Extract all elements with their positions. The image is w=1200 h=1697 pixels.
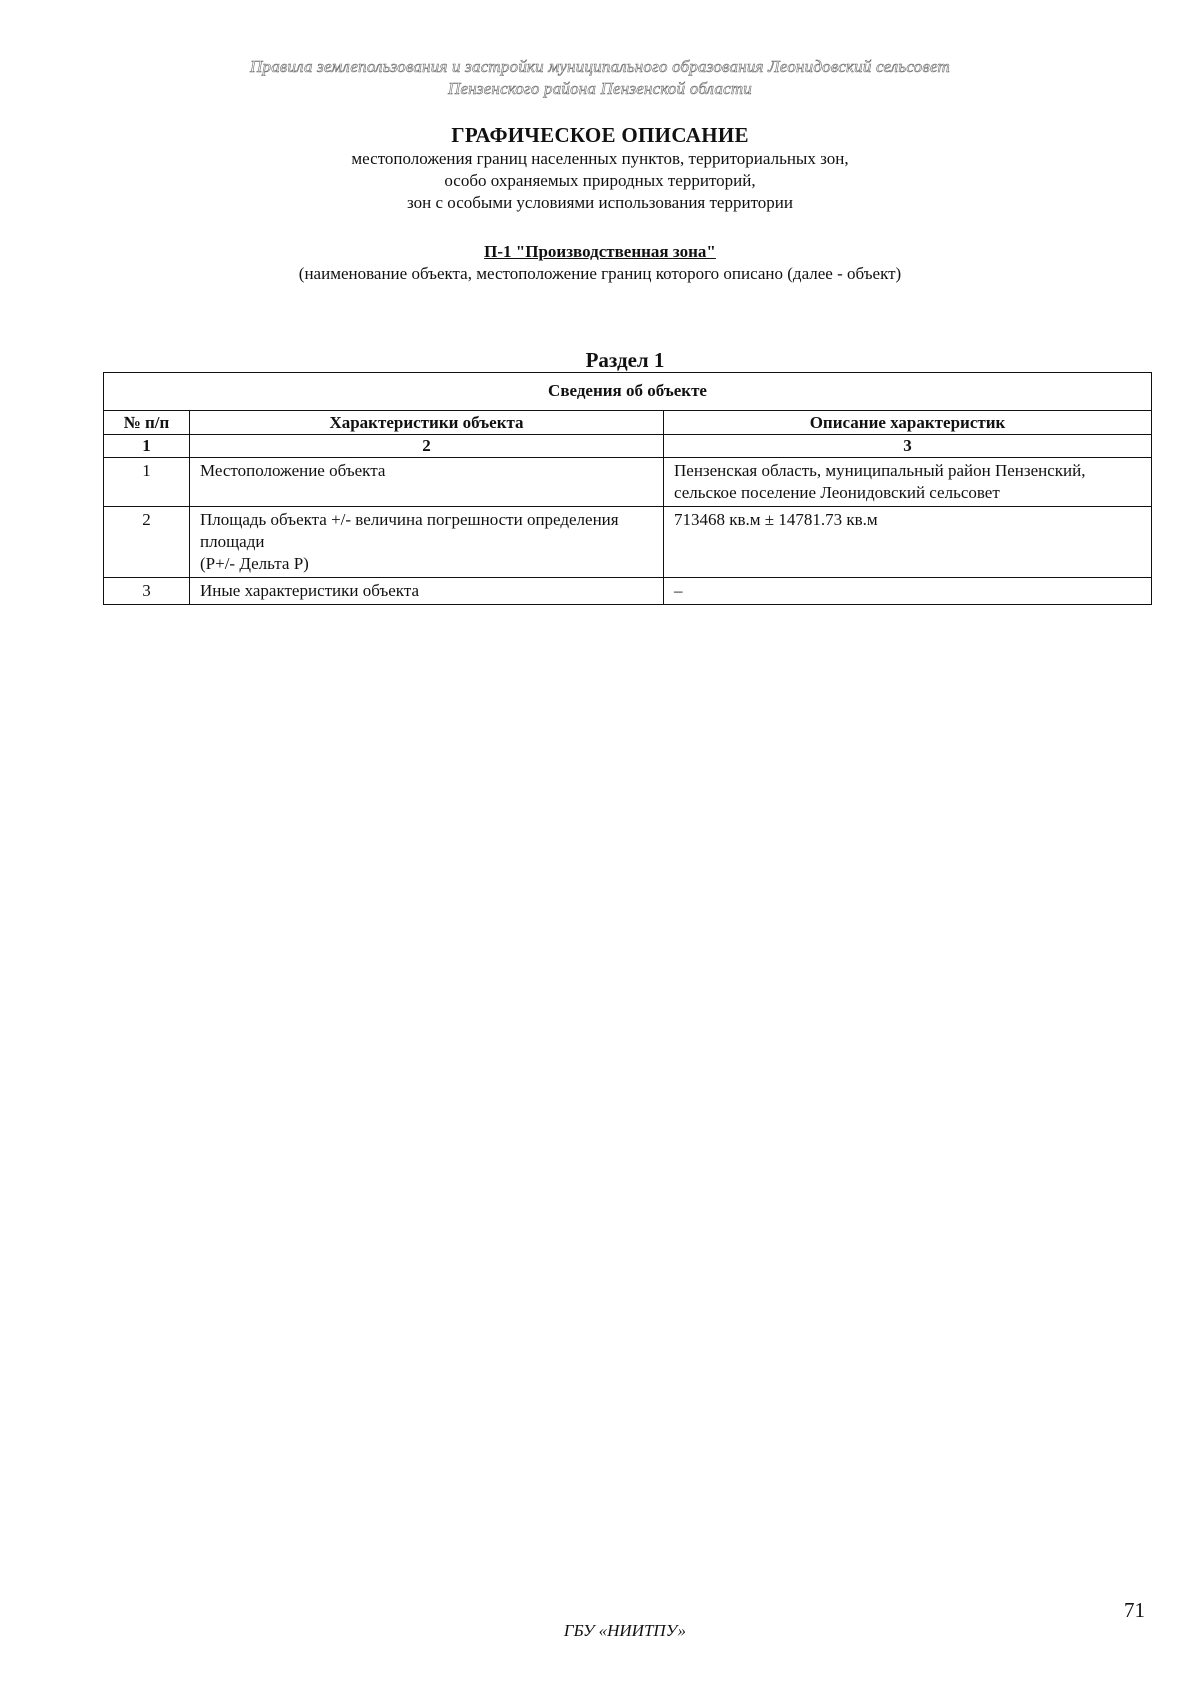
row-description: 713468 кв.м ± 14781.73 кв.м [664,507,1152,578]
row-description: Пензенская область, муниципальный район Пензенский, сельское поселение Леонидовский сельсовет [664,458,1152,507]
column-header-description: Описание характеристик [664,411,1152,435]
row-number: 1 [104,458,190,507]
running-header-line-1: Правила землепользования и застройки муниципального образования Леонидовский сельсовет [250,57,950,76]
row-characteristic: Площадь объекта +/- величина погрешности определения площади (P+/- Дельта P) [190,507,664,578]
column-number-3: 3 [664,435,1152,458]
column-numbers-row [104,435,1152,458]
column-number-1: 1 [104,435,190,458]
table-row [104,507,1152,578]
row-description: – [664,578,1152,605]
document-title-block [0,122,1200,214]
document-subtitle-line-1: местоположения границ населенных пунктов, территориальных зон, [351,149,849,168]
column-header-number: № п/п [104,411,190,435]
running-header [0,56,1200,100]
object-name: П-1 "Производственная зона" [484,242,716,261]
running-header-line-2: Пензенского района Пензенской области [448,79,752,98]
page-number: 71 [1124,1598,1145,1622]
table-row [104,578,1152,605]
object-note: (наименование объекта, местоположение границ которого описано (далее - объект) [298,264,902,283]
document-subtitle-line-3: зон с особыми условиями использования территории [407,193,793,212]
table-row [104,458,1152,507]
table-caption-row [104,373,1152,411]
object-info-table [103,372,1152,605]
row-characteristic: Местоположение объекта [190,458,664,507]
column-header-characteristic: Характеристики объекта [190,411,664,435]
document-subtitle-line-2: особо охраняемых природных территорий, [444,171,756,190]
table-caption: Сведения об объекте [104,373,1152,411]
running-footer: ГБУ «НИИТПУ» [563,1621,687,1640]
table-header-row [104,411,1152,435]
document-title: ГРАФИЧЕСКОЕ ОПИСАНИЕ [451,123,749,147]
object-block [0,241,1200,285]
section-title: Раздел 1 [585,348,665,372]
row-characteristic: Иные характеристики объекта [190,578,664,605]
row-number: 2 [104,507,190,578]
column-number-2: 2 [190,435,664,458]
row-number: 3 [104,578,190,605]
